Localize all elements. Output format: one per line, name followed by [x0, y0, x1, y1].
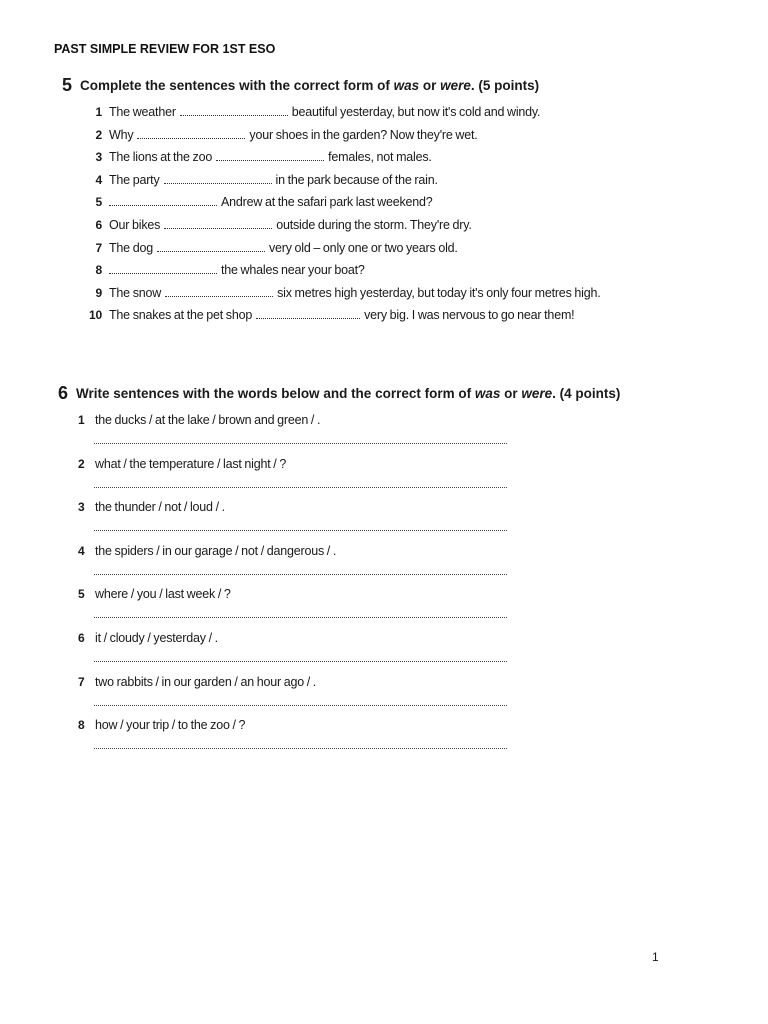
item-number: 4	[95, 172, 102, 187]
exercise-6-item	[78, 497, 538, 541]
answer-gap[interactable]	[164, 174, 272, 184]
exercise-5-item	[78, 169, 678, 192]
sentence-start: The lions at the zoo	[109, 150, 213, 165]
item-number: 5	[95, 195, 102, 210]
exercise-5-word-was: was	[393, 78, 420, 93]
exercise-5-instruction-start: Complete the sentences with the correct form of	[80, 78, 394, 93]
sentence-end: in the park because of the rain.	[275, 172, 438, 187]
item-number: 6	[95, 217, 102, 232]
sentence-start: The dog	[109, 240, 153, 255]
sentence-end: your shoes in the garden? Now they're wet.	[249, 127, 478, 142]
item-number: 5	[78, 587, 85, 602]
exercise-5-instruction-end: . (5 points)	[470, 78, 540, 93]
sentence-start: Why	[109, 127, 134, 142]
exercise-6-item	[78, 672, 538, 716]
answer-line[interactable]	[94, 705, 507, 706]
sentence-end: six metres high yesterday, but today it's only four metres high.	[277, 285, 601, 300]
sentence-start: Our bikes	[109, 217, 161, 232]
answer-gap[interactable]	[109, 264, 217, 274]
sentence-start: The party	[109, 172, 160, 187]
item-number: 8	[78, 718, 85, 733]
prompt-text: how / your trip / to the zoo / ?	[95, 718, 246, 733]
exercise-5-word-or: or	[419, 78, 441, 93]
item-number: 3	[78, 500, 85, 515]
answer-gap[interactable]	[164, 219, 272, 229]
prompt	[78, 497, 538, 517]
item-number: 7	[78, 674, 85, 689]
item-number: 7	[95, 240, 102, 255]
prompt	[78, 715, 538, 735]
exercise-6-word-were: were	[521, 386, 553, 401]
prompt-text: where / you / last week / ?	[95, 587, 231, 602]
exercise-6-item	[78, 584, 538, 628]
prompt	[78, 541, 538, 561]
prompt-text: it / cloudy / yesterday / .	[95, 630, 218, 645]
answer-line[interactable]	[94, 748, 507, 749]
item-number: 9	[95, 285, 102, 300]
exercise-5-item	[78, 259, 678, 282]
sentence-end: the whales near your boat?	[221, 263, 365, 278]
exercise-6-item	[78, 454, 538, 498]
exercise-5-item	[78, 282, 678, 305]
item-number: 2	[78, 456, 85, 471]
answer-gap[interactable]	[157, 242, 265, 252]
sentence-end: Andrew at the safari park last weekend?	[221, 195, 433, 210]
exercise-5-word-were: were	[440, 78, 471, 93]
exercise-6-word-or: or	[500, 386, 522, 401]
prompt-text: what / the temperature / last night / ?	[95, 456, 287, 471]
exercise-5-item	[78, 214, 678, 237]
item-number: 6	[78, 630, 85, 645]
prompt	[78, 410, 538, 430]
page-number: 1	[652, 950, 659, 964]
exercise-5-item	[78, 124, 678, 147]
document-title: PAST SIMPLE REVIEW FOR 1ST ESO	[54, 42, 276, 56]
item-number: 3	[95, 150, 102, 165]
prompt	[78, 454, 538, 474]
item-number: 2	[95, 127, 102, 142]
item-number: 10	[89, 308, 102, 323]
prompt	[78, 628, 538, 648]
exercise-5-item	[78, 304, 678, 327]
item-number: 1	[95, 105, 102, 119]
sentence-end: outside during the storm. They're dry.	[276, 217, 472, 232]
exercise-6-list	[78, 410, 538, 759]
exercise-6-word-was: was	[474, 386, 501, 401]
item-number: 4	[78, 543, 85, 558]
exercise-5-item	[78, 146, 678, 169]
exercise-5-heading	[62, 74, 539, 95]
answer-gap[interactable]	[256, 309, 360, 319]
exercise-5-number: 5	[62, 75, 73, 95]
exercise-6-item	[78, 628, 538, 672]
exercise-5-list	[78, 101, 678, 327]
exercise-6-item	[78, 410, 538, 454]
answer-line[interactable]	[94, 530, 507, 531]
sentence-start: The snow	[109, 285, 162, 300]
prompt	[78, 584, 538, 604]
exercise-5-item	[78, 191, 678, 214]
answer-gap[interactable]	[137, 129, 245, 139]
prompt-text: the ducks / at the lake / brown and green / .	[95, 413, 321, 427]
prompt-text: two rabbits / in our garden / an hour ago / .	[95, 674, 317, 689]
answer-line[interactable]	[94, 661, 507, 662]
exercise-5-item	[78, 237, 678, 260]
exercise-6-instruction-end: . (4 points)	[552, 386, 621, 401]
item-number: 8	[95, 263, 102, 278]
answer-line[interactable]	[94, 574, 507, 575]
exercise-6-item	[78, 541, 538, 585]
sentence-end: females, not males.	[328, 150, 432, 165]
answer-line[interactable]	[94, 443, 507, 444]
exercise-5-item	[78, 101, 678, 124]
exercise-6-instruction-start: Write sentences with the words below and the correct form of	[76, 386, 475, 401]
answer-gap[interactable]	[165, 287, 273, 297]
sentence-end: beautiful yesterday, but now it's cold and windy.	[291, 105, 541, 119]
answer-gap[interactable]	[216, 151, 324, 161]
item-number: 1	[78, 413, 85, 427]
exercise-6-item	[78, 715, 538, 759]
answer-gap[interactable]	[109, 196, 217, 206]
sentence-end: very old – only one or two years old.	[268, 240, 458, 255]
exercise-6-number: 6	[58, 383, 69, 403]
prompt-text: the spiders / in our garage / not / dangerous / .	[95, 543, 337, 558]
prompt	[78, 672, 538, 692]
sentence-start: The snakes at the pet shop	[109, 308, 253, 323]
sentence-start: The weather	[109, 105, 176, 119]
exercise-6-heading	[58, 382, 620, 403]
answer-line[interactable]	[94, 487, 507, 488]
answer-gap[interactable]	[180, 106, 288, 116]
answer-line[interactable]	[94, 617, 507, 618]
sentence-end: very big. I was nervous to go near them!	[364, 308, 575, 323]
prompt-text: the thunder / not / loud / .	[95, 500, 225, 515]
